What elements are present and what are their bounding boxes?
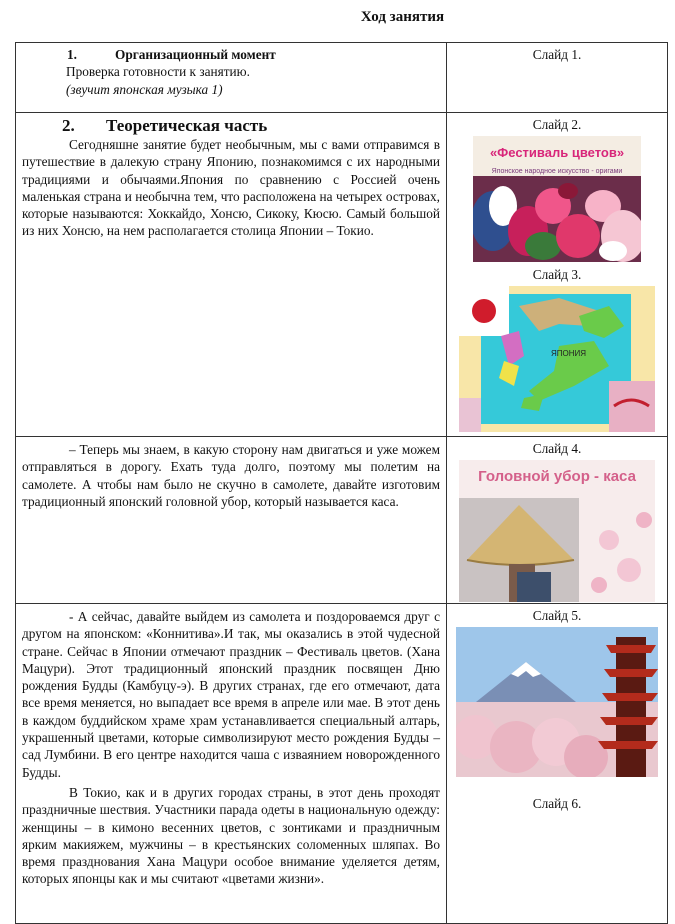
table-row — [16, 113, 668, 437]
stage-number: 1. — [67, 47, 77, 62]
slide-label: Слайд 6. — [532, 796, 582, 811]
stage-number: 2. — [62, 116, 75, 135]
stage-text: - А сейчас, давайте выйдем из самолета и поздороваемся друг с другом на японском: «Коннитива».И так, мы оказались в этой чудесной стране. Сейчас в Японии отмечают праздник – Фестиваль цветов. (Хана Мацури). Этот традиционный японский праздник посвящен Дню рождения Будды (Камбуцу-э). В других странах, где его отмечают, дата все время меняется, но выпадает все время в апреле или мае. В этот день в каждом буддийском храме храм устанавливается специальный алтарь, украшенный цветами, которые символизируют место рождения Будды – сад Лумбини. В его центре находится чаша с изваянием новорожденного Будды. — [22, 609, 440, 780]
stage-cell — [16, 113, 447, 437]
stage-heading — [22, 46, 440, 63]
slide-3-image — [459, 286, 655, 432]
map-label: ЯПОНИЯ — [551, 349, 587, 358]
stage-title: Организационный момент — [115, 47, 276, 62]
origami-flowers-illustration — [473, 136, 641, 262]
stage-cell — [16, 604, 447, 924]
slide-label: Слайд 1. — [532, 47, 582, 62]
slide-label: Слайд 4. — [532, 441, 582, 456]
stage-text: Сегодняшне занятие будет необычным, мы с вами отправимся в путешествие в далекую страну Японию, познакомимся с их народными традициями и обычаями.Япония по сравнению с Россией очень маленькая страна и необычна тем, что расположена на четырех островах, которые называются: Хоккайдо, Хонсю, Сикоку, Кюсю. Самый большой из них Хонсю, на нем располагается столица Японии – Токио. — [22, 137, 440, 239]
slide-5-image — [456, 627, 658, 777]
page-title: Ход занятия — [360, 9, 445, 25]
kasa-hat-illustration — [459, 460, 655, 602]
slide-label: Слайд 3. — [532, 267, 582, 282]
slide-cell — [447, 43, 668, 113]
stage-note: (звучит японская музыка 1) — [66, 81, 223, 97]
slide-cell — [447, 113, 668, 437]
stage-text: В Токио, как и в других городах страны, в этот день проходят праздничные шествия. Участники парада одеты в национальную одежду: женщины – в кимоно весенних цветов, с зонтиками и праздничным ярким макияжем, мужчины – в крестьянских соломенных шляпах. Во время празднования Хана Мацури особое внимание уделяется детям, которых японцы как и мы считают «цветами жизни». — [22, 784, 440, 887]
stage-cell — [16, 437, 447, 604]
stage-text: Проверка готовности к занятию. — [66, 64, 250, 80]
mount-fuji-pagoda-illustration — [456, 627, 658, 777]
slide-subtitle: Японское народное искусство - оригами — [491, 168, 623, 175]
slide-banner: «Фестиваль цветов» — [489, 145, 625, 160]
slide-cell — [447, 604, 668, 924]
stage-heading — [22, 116, 440, 136]
stage-cell — [16, 43, 447, 113]
table-row — [16, 43, 668, 113]
slide-banner: Головной убор - каса — [478, 468, 636, 485]
stage-text: – Теперь мы знаем, в какую сторону нам двигаться и уже можем отправляться в дорогу. Ехать туда долго, поэтому мы полетим на самолете. А чтобы нам было не скучно в самолете, давайте изготовим традиционный японский головной убор, который называется каса. — [22, 442, 440, 509]
table-row — [16, 437, 668, 604]
lesson-table — [15, 42, 668, 924]
slide-4-image — [459, 460, 655, 602]
slide-label: Слайд 5. — [532, 608, 582, 623]
slide-label: Слайд 2. — [532, 117, 582, 132]
stage-title: Теоретическая часть — [106, 116, 268, 135]
table-row — [16, 604, 668, 924]
slide-cell — [447, 437, 668, 604]
slide-2-image — [473, 136, 641, 262]
japan-map-illustration — [459, 286, 655, 432]
